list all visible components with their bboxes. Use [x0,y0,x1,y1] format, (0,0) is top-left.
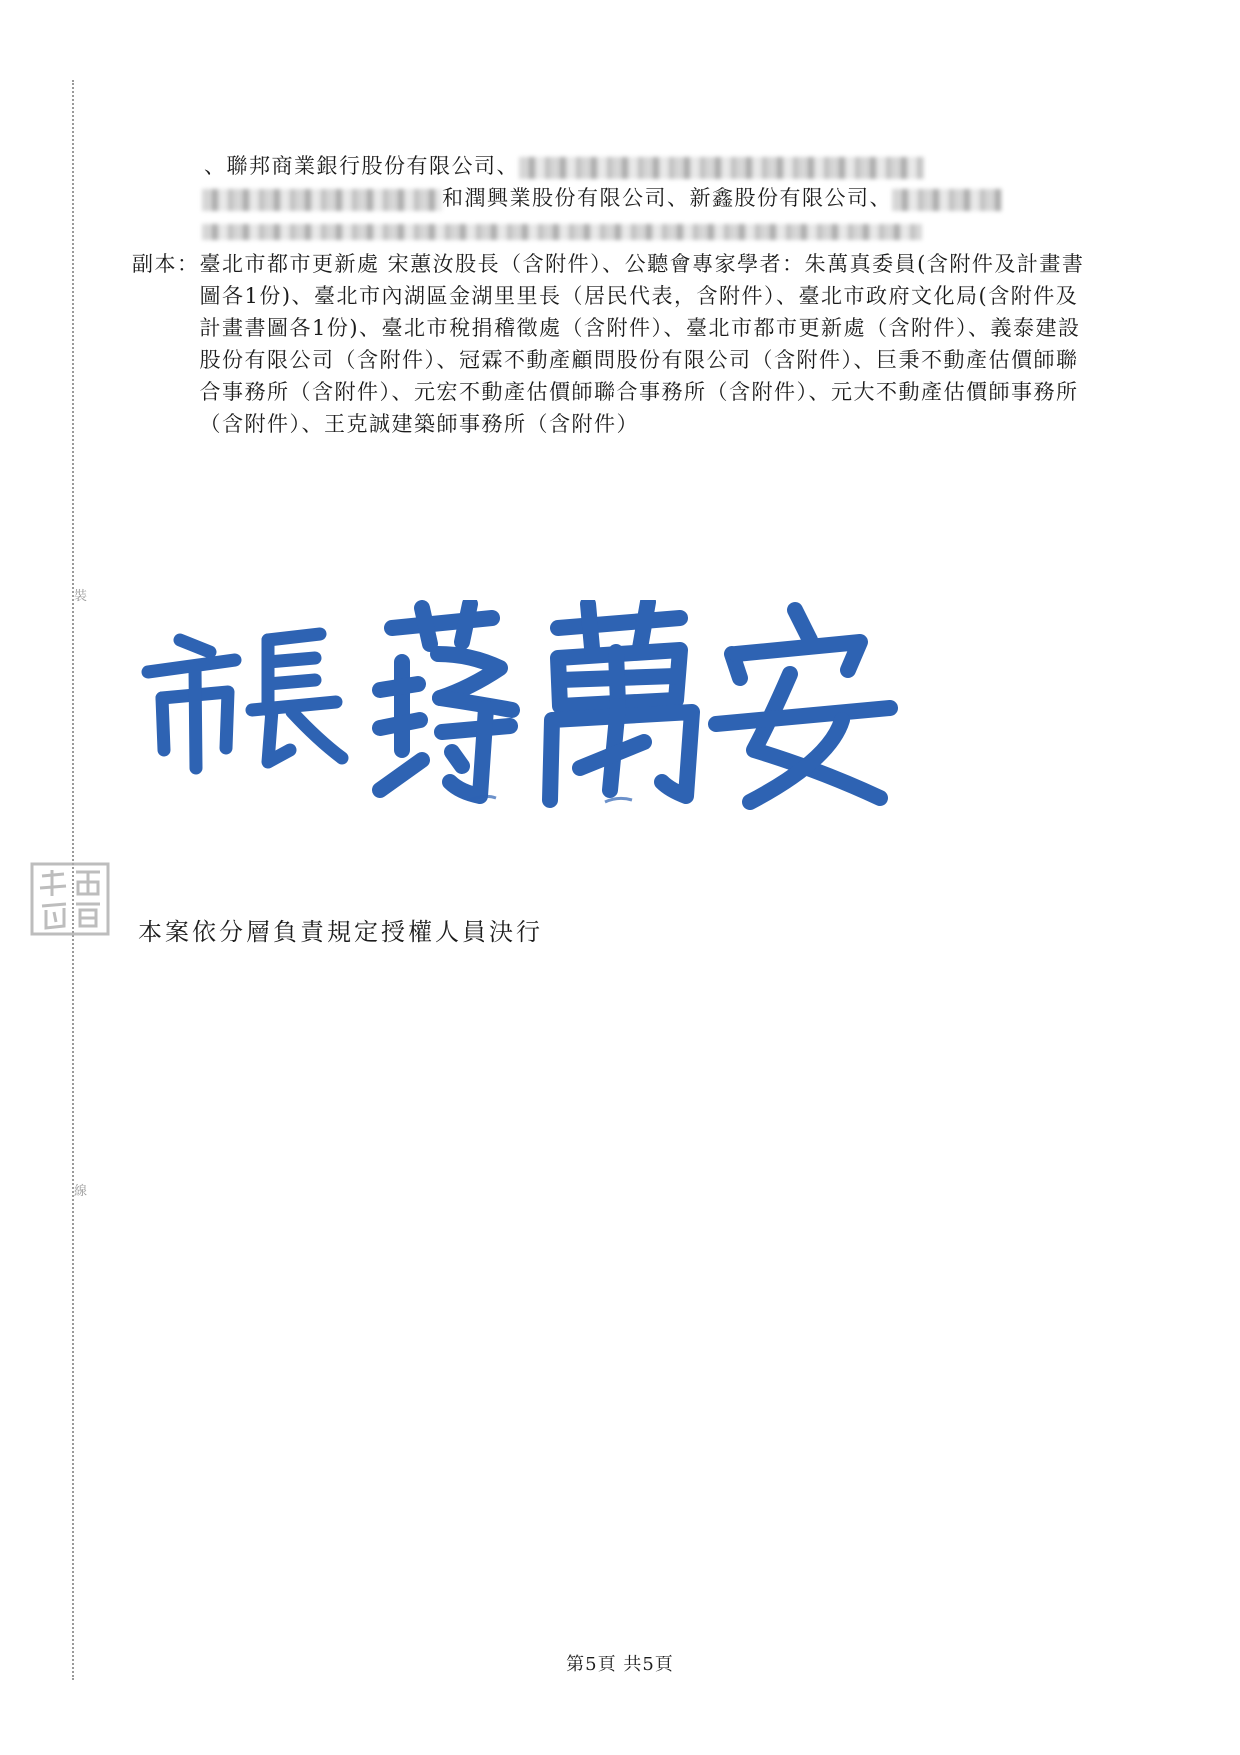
mayor-signature [140,600,990,810]
cc-section [132,248,1092,440]
signature-glyph-wan [550,602,692,800]
signature-glyph-zhang [252,634,342,762]
cc-label: 副本： [132,252,200,276]
recipient-text-2: 和潤興業股份有限公司、新鑫股份有限公司、 [442,186,892,210]
redacted-text [202,224,922,240]
redacted-text [519,157,924,179]
page-number: 第5頁 共5頁 [566,1654,674,1675]
recipient-text-1: 、聯邦商業銀行股份有限公司、 [204,154,519,178]
signature-glyph-an [716,610,890,802]
binding-mark-top: 裝 [74,589,88,604]
recipient-line-2 [132,182,1092,214]
cc-list: 臺北市都市更新處 宋蕙汝股長（含附件）、公聽會專家學者：朱萬真委員(含附件及計畫書圖各1份)、臺北市內湖區金湖里里長（居民代表，含附件）、臺北市政府文化局(含附件及計畫書圖各1份)、臺北市稅捐稽徵處（含附件）、臺北市都市更新處（含附件）、義泰建設股份有限公司（含附件）、冠霖不動產顧問股份有限公司（含附件）、巨秉不動產估價師聯合事務所（含附件）、元宏不動產估價師聯合事務所（含附件）、元大不動產估價師事務所（含附件）、王克誠建築師事務所（含附件） [199,252,1085,436]
binding-mark-bottom: 線 [74,1184,88,1199]
redacted-text [202,189,442,211]
seal-stamp [28,860,112,938]
authority-note: 本案依分層負責規定授權人員決行 [138,918,543,946]
recipient-line-3 [132,214,1092,246]
redacted-text [892,189,1002,211]
recipient-line-1 [132,150,1092,182]
signature-glyph-jiang [380,604,512,796]
recipients-section [132,150,1092,440]
signature-glyph-shi [148,640,235,768]
